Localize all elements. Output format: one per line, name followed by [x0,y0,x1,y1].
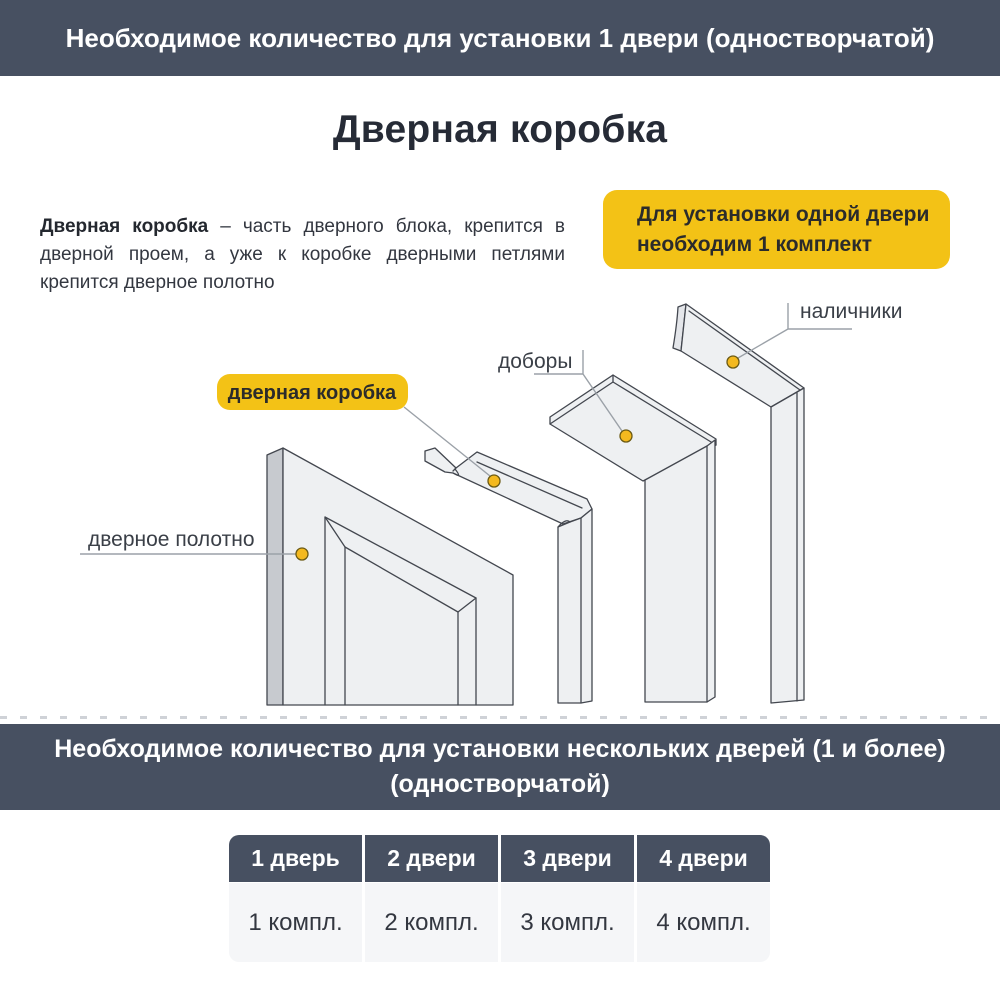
kit-note-line1: Для установки одной двери [637,202,930,226]
dotted-separator [0,716,1000,719]
table-header: 3 двери [501,835,634,882]
description-term: Дверная коробка [40,216,209,237]
table-column-2-doors [365,835,498,962]
table-cell: 2 компл. [365,883,498,962]
description-rest: – часть дверного блока, крепится в дверной проем, а уже к коробке дверными петлями крепится дверное полотно [40,216,565,293]
top-banner [0,0,1000,76]
bottom-banner-line2: (одностворчатой) [390,770,610,798]
bottom-banner-line1: Необходимое количество для установки нескольких дверей (1 и более) [54,735,946,763]
bottom-banner [0,724,1000,810]
kit-note-line2: необходим 1 комплект [637,232,873,256]
table-header: 4 двери [637,835,770,882]
kit-note-callout [603,190,950,269]
extensions-dot [620,430,632,442]
table-cell: 3 компл. [501,883,634,962]
table-header: 2 двери [365,835,498,882]
door-frame-dot [488,475,500,487]
label-door-frame: дверная коробка [227,382,397,404]
label-casings: наличники [800,300,903,323]
label-door-leaf: дверное полотно [88,528,255,551]
table-column-1-door [229,835,362,962]
page-title: Дверная коробка [332,108,668,151]
label-extensions: доборы [498,350,573,373]
table-cell: 4 компл. [637,883,770,962]
table-column-3-doors [501,835,634,962]
door-leaf-illustration [267,448,513,705]
door-leaf-dot [296,548,308,560]
top-banner-text: Необходимое количество для установки 1 двери (одностворчатой) [65,22,935,53]
quantity-table [229,835,770,962]
table-column-4-doors [637,835,770,962]
exploded-door-diagram [0,280,1000,720]
table-cell: 1 компл. [229,883,362,962]
table-header: 1 дверь [229,835,362,882]
door-frame-pill [217,374,408,410]
casings-dot [727,356,739,368]
